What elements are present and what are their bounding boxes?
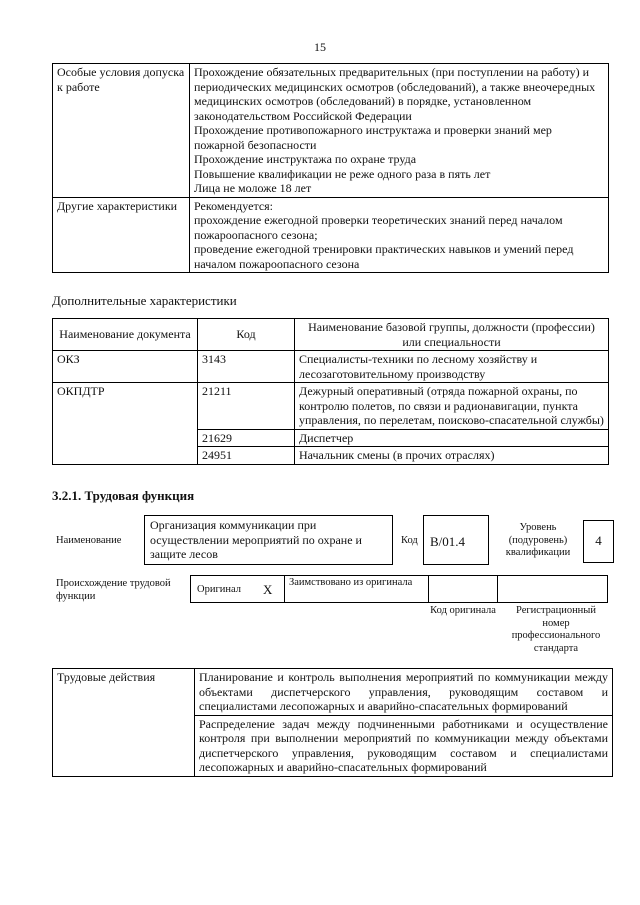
row-content	[190, 64, 609, 198]
condition-line: Прохождение обязательных предварительных (при поступлении на работу) и периодических медицинских осмотров (обследований), а также внеочередных медицинских осмотров (обследований) в порядке, установленном законодательством Российской Федерации	[194, 65, 596, 123]
code-label: Код	[401, 535, 418, 546]
row-content	[190, 197, 609, 273]
function-heading: 3.2.1. Трудовая функция	[52, 488, 195, 503]
column-header: Код	[198, 319, 295, 351]
table-row	[53, 64, 609, 198]
function-name-box	[144, 515, 393, 565]
code-cell: 21211	[198, 383, 295, 430]
table-row	[53, 383, 609, 430]
table-header-row	[53, 319, 609, 351]
action-item: Распределение задач между подчиненными работниками и осуществление контроля при выполнении мероприятий по коммуникации между объектами диспетчерского управления, руководящим составом и специалистами лесопожарных и аварийно-спасательных формирований	[195, 715, 613, 776]
row-label: Особые условия допуска к работе	[53, 64, 190, 198]
reg-number-cell	[497, 575, 608, 603]
original-code-cell	[428, 575, 498, 603]
condition-line: Прохождение противопожарного инструктажа и проверки знаний мер пожарной безопасности	[194, 123, 552, 152]
table-row	[53, 351, 609, 383]
action-item: Планирование и контроль выполнения мероприятий по коммуникации между объектами диспетчерского управления, руководящим составом и специалистами лесопожарных и аварийно-спасательных формирований	[195, 669, 613, 716]
name-label: Наименование	[56, 535, 122, 546]
column-header: Наименование базовой группы, должности (профессии) или специальности	[295, 319, 609, 351]
condition-line: Прохождение инструктажа по охране труда	[194, 152, 417, 166]
original-mark: X	[263, 582, 273, 597]
group-name: Специалисты-техники по лесному хозяйству и лесозаготовительному производству	[295, 351, 609, 383]
function-code: B/01.4	[430, 534, 466, 549]
additional-characteristics-title: Дополнительные характеристики	[52, 293, 237, 308]
characteristic-line: проведение ежегодной тренировки практических навыков и умений перед началом пожароопасного сезона	[194, 242, 574, 271]
code-original-label: Код оригинала	[430, 605, 496, 616]
condition-line: Лица не моложе 18 лет	[194, 181, 312, 195]
code-cell: 3143	[198, 351, 295, 383]
labor-actions-table	[52, 668, 613, 777]
table-row	[53, 669, 613, 716]
origin-box	[190, 575, 608, 603]
level-label: Уровень (подуровень) квалификации	[505, 522, 571, 558]
table-row	[53, 197, 609, 273]
origin-label: Происхождение трудовой функции	[56, 578, 171, 602]
original-label: Оригинал	[197, 584, 241, 595]
code-cell: 24951	[198, 447, 295, 465]
reg-number-label: Регистрационный номер профессионального стандарта	[511, 605, 601, 654]
doc-name: ОКЗ	[53, 351, 198, 383]
condition-line: Повышение квалификации не реже одного раза в пять лет	[194, 166, 491, 181]
row-label: Другие характеристики	[53, 197, 190, 273]
characteristic-line: Рекомендуется:	[194, 198, 274, 213]
level-box	[583, 520, 614, 563]
original-cell	[190, 575, 285, 603]
page-number: 15	[314, 40, 326, 54]
classifiers-table	[52, 318, 609, 465]
characteristic-line: прохождение ежегодной проверки теоретических знаний перед началом пожароопасного сезона;	[194, 213, 563, 242]
code-box	[423, 515, 489, 565]
conditions-table	[52, 63, 609, 273]
borrowed-cell	[284, 575, 429, 603]
qualification-level: 4	[595, 533, 602, 548]
function-name: Организация коммуникации при осуществлении мероприятий по охране и защите лесов	[150, 518, 362, 561]
doc-name: ОКПДТР	[53, 383, 198, 465]
group-name: Дежурный оперативный (отряда пожарной охраны, по контролю полетов, по связи и радионавигации, пункта управления, по перелетам, поисково-спасательной службы)	[295, 383, 609, 430]
actions-label: Трудовые действия	[53, 669, 195, 777]
group-name: Диспетчер	[295, 429, 609, 447]
column-header: Наименование документа	[53, 319, 198, 351]
code-cell: 21629	[198, 429, 295, 447]
borrowed-label: Заимствовано из оригинала	[289, 577, 413, 588]
group-name: Начальник смены (в прочих отраслях)	[295, 447, 609, 465]
